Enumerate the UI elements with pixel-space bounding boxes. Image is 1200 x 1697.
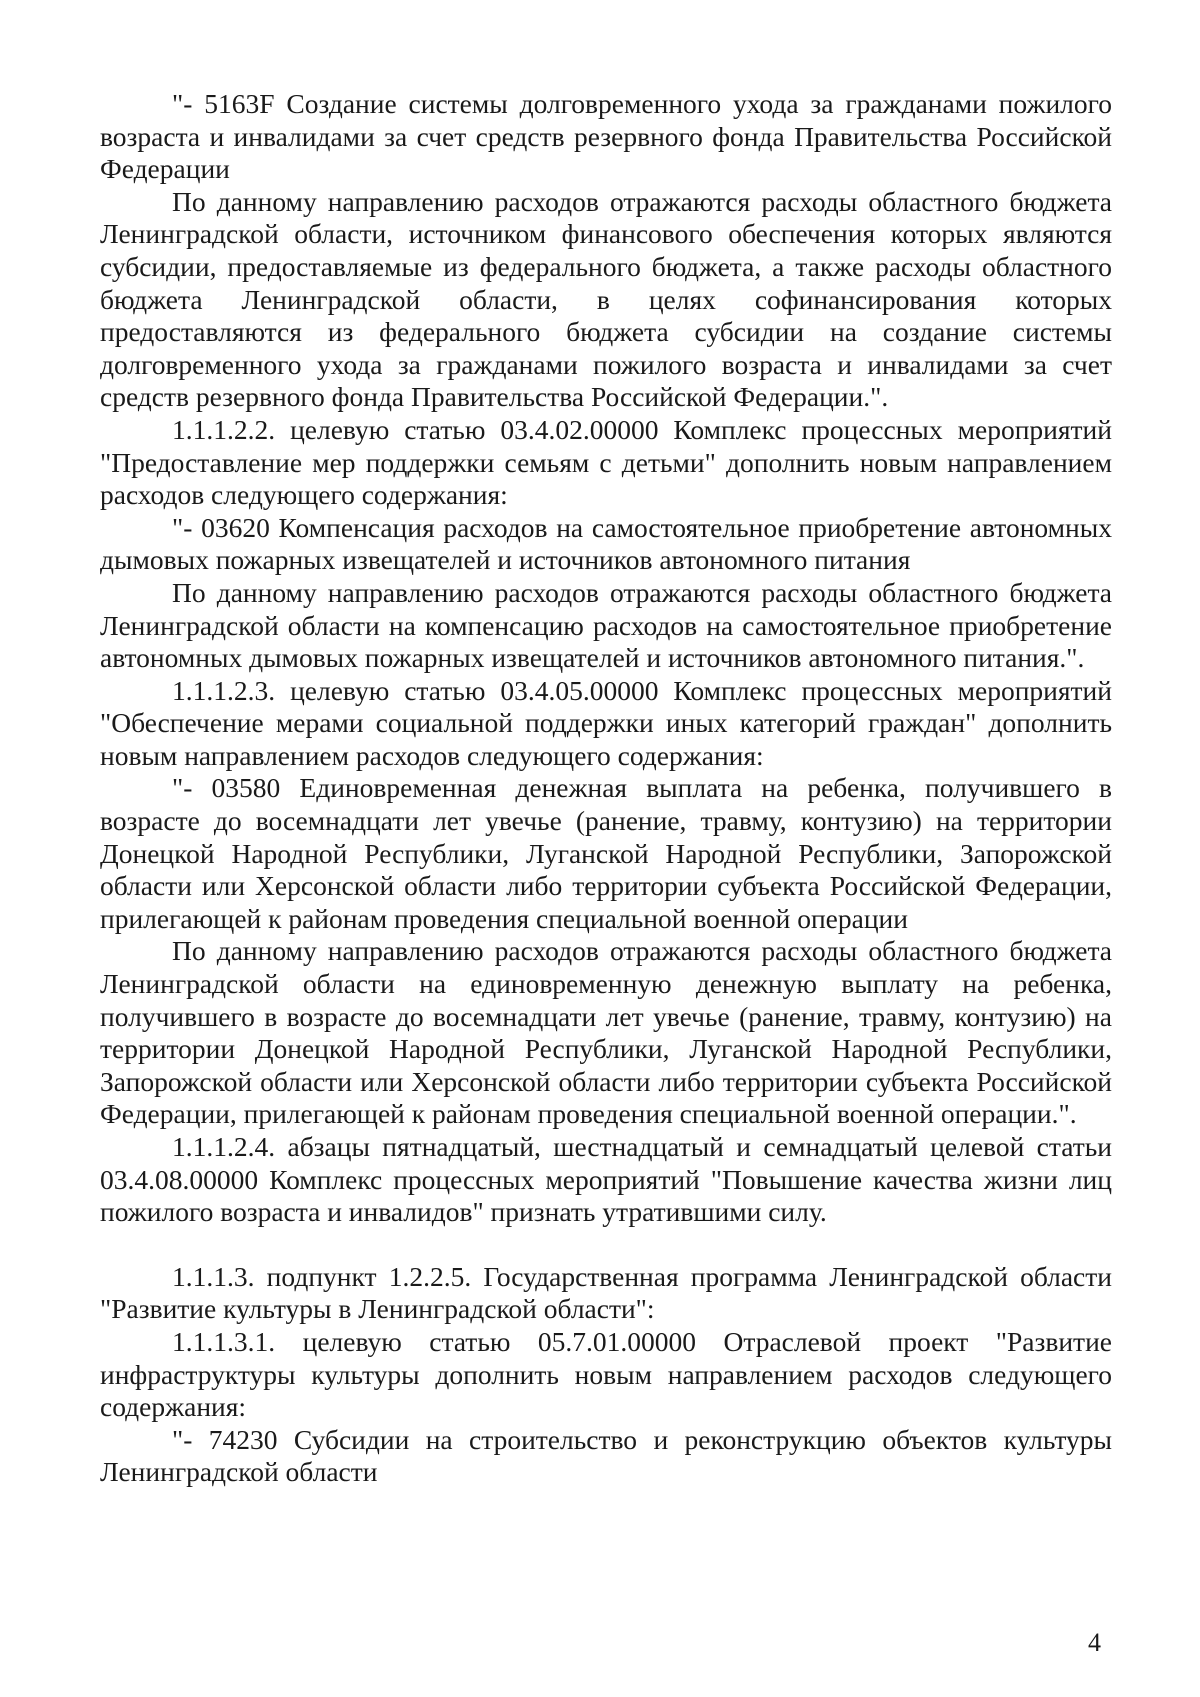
paragraph-74230-title: "- 74230 Субсидии на строительство и реконструкцию объектов культуры Ленинградской области xyxy=(100,1423,1112,1488)
paragraph-1-1-1-2-4: 1.1.1.2.4. абзацы пятнадцатый, шестнадцатый и семнадцатый целевой статьи 03.4.08.00000 Комплекс процессных мероприятий "Повышение качества жизни лиц пожилого возраста и инвалидов" признать утратившими силу. xyxy=(100,1131,1112,1228)
paragraph-03620-description: По данному направлению расходов отражаются расходы областного бюджета Ленинградской области на компенсацию расходов на самостоятельное приобретение автономных дымовых пожарных извещателей и источников автономного питания.". xyxy=(100,576,1112,674)
paragraph-1-1-1-3: 1.1.1.3. подпункт 1.2.2.5. Государственная программа Ленинградской области "Развитие культуры в Ленинградской области": xyxy=(100,1260,1112,1325)
paragraph-5163f-title: "- 5163F Создание системы долговременного ухода за гражданами пожилого возраста и инвалидами за счет средств резервного фонда Правительства Российской Федерации xyxy=(100,88,1112,185)
paragraph-03580-title: "- 03580 Единовременная денежная выплата на ребенка, получившего в возрасте до восемнадцати лет увечье (ранение, травму, контузию) на территории Донецкой Народной Республики, Луганской Народной Республики, Запорожской области или Херсонской области либо территории субъекта Российской Федерации, прилегающей к районам проведения специальной военной операции xyxy=(100,772,1112,934)
paragraph-03620-title: "- 03620 Компенсация расходов на самостоятельное приобретение автономных дымовых пожарных извещателей и источников автономного питания xyxy=(100,511,1112,576)
paragraph-03580-description: По данному направлению расходов отражаются расходы областного бюджета Ленинградской области на единовременную денежную выплату на ребенка, получившего в возрасте до восемнадцати лет увечье (ранение, травму, контузию) на территории Донецкой Народной Республики, Луганской Народной Республики, Запорожской области или Херсонской области либо территории субъекта Российской Федерации, прилегающей к районам проведения специальной военной операции.". xyxy=(100,935,1112,1130)
paragraph-5163f-description: По данному направлению расходов отражаются расходы областного бюджета Ленинградской области, источником финансового обеспечения которых являются субсидии, предоставляемые из федерального бюджета, а также расходы областного бюджета Ленинградской области, в целях софинансирования которых предоставляются из федерального бюджета субсидии на создание системы долговременного ухода за гражданами пожилого возраста и инвалидами за счет средств резервного фонда Правительства Российской Федерации.". xyxy=(100,185,1112,413)
paragraph-1-1-1-3-1: 1.1.1.3.1. целевую статью 05.7.01.00000 Отраслевой проект "Развитие инфраструктуры культуры дополнить новым направлением расходов следующего содержания: xyxy=(100,1325,1112,1423)
page-number: 4 xyxy=(1088,1628,1101,1657)
paragraph-1-1-1-2-2: 1.1.1.2.2. целевую статью 03.4.02.00000 Комплекс процессных мероприятий "Предоставление мер поддержки семьям с детьми" дополнить новым направлением расходов следующего содержания: xyxy=(100,413,1112,511)
document-body xyxy=(100,88,1112,1489)
paragraph-1-1-1-2-3: 1.1.1.2.3. целевую статью 03.4.05.00000 Комплекс процессных мероприятий "Обеспечение мерами социальной поддержки иных категорий граждан" дополнить новым направлением расходов следующего содержания: xyxy=(100,674,1112,771)
